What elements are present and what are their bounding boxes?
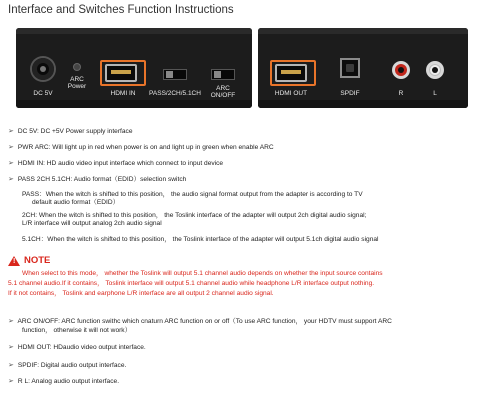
- item-arc-onoff: [8, 318, 494, 326]
- page-title: Interface and Switches Function Instructions: [8, 4, 234, 16]
- dc-label: DC 5V: [33, 90, 53, 97]
- hdmi-in-label: HDMI IN: [110, 90, 136, 97]
- note-title: NOTE: [24, 255, 51, 266]
- switch-knob: [214, 71, 221, 78]
- pass-2ch-51ch-switch[interactable]: [164, 70, 186, 79]
- item-dc-text: DC 5V: DC +5V Power supply interface: [17, 128, 133, 135]
- arc-onoff-label: ARC ON/OFF: [210, 85, 236, 99]
- spdif-label: SPDIF: [340, 90, 360, 97]
- item-arc-onoff-text: ARC ON/OFF: ARC function swithc which cnaturn ARC function on or off（To use ARC function， your HDTV must support ARC: [17, 318, 392, 325]
- r-label: R: [398, 90, 404, 97]
- note-line-2: 5.1 channel audio.If it contains， Toslink interface will output 5.1 channel audio while headphone L/R interface output nothing.: [8, 280, 375, 287]
- arc-power-led: [74, 64, 80, 70]
- hdmi-out-label: HDMI OUT: [274, 90, 308, 97]
- note-line-1: When select to this mode， whether the Toslink will output 5.1 channel audio depends on whether the input source contains: [22, 270, 383, 277]
- item-pass: [8, 176, 494, 184]
- twoch-detail-2: L/R interface will output analog 2ch audio signal: [22, 220, 162, 227]
- fivech-detail: 5.1CH：When the witch is shifted to this position， the Toslink interface of the adapter will output 5.1ch digital audio signal: [22, 236, 379, 243]
- item-hdmi-out: [8, 344, 494, 352]
- item-hdmi-in-text: HDMI IN: HD audio video input interface which connect to input device: [17, 160, 224, 167]
- item-arc-onoff-cont: function， otherwise it will not work）: [22, 327, 132, 334]
- pointer-icon: ➢: [8, 344, 14, 351]
- switch-knob: [166, 71, 173, 78]
- pass-label: PASS/2CH/5.1CH: [149, 90, 201, 97]
- twoch-detail-1: 2CH: When the witch is shifted to this position， the Toslink interface of the adapter will output 2ch digital audio signal;: [22, 212, 367, 219]
- item-pass-text: PASS 2CH 5.1CH: Audio format（EDID）selection switch: [17, 176, 187, 183]
- warning-triangle-icon: !: [8, 256, 20, 266]
- spdif-port[interactable]: [340, 58, 360, 78]
- pointer-icon: ➢: [8, 128, 14, 135]
- item-pwr-arc-text: PWR ARC: Will light up in red when power is on and light up in green when enable ARC: [17, 144, 274, 151]
- pointer-icon: ➢: [8, 160, 14, 167]
- item-hdmi-in: [8, 160, 494, 168]
- item-spdif: [8, 362, 494, 370]
- pointer-icon: ➢: [8, 176, 14, 183]
- item-spdif-text: SPDIF: Digital audio output interface.: [17, 362, 127, 369]
- pointer-icon: ➢: [8, 362, 14, 369]
- dc-power-jack[interactable]: [32, 58, 54, 80]
- item-rl: [8, 378, 494, 386]
- rca-l-jack[interactable]: [426, 61, 444, 79]
- pointer-icon: ➢: [8, 318, 14, 325]
- panel-base: [258, 100, 468, 108]
- adapter-rear-panel: [258, 28, 468, 108]
- arc-onoff-switch[interactable]: [212, 70, 234, 79]
- hdmi-in-port[interactable]: [105, 64, 137, 82]
- pass-detail-1: PASS：When the witch is shifted to this position， the audio signal format output from the adapter is according to TV: [22, 191, 363, 198]
- l-label: L: [433, 90, 437, 97]
- item-hdmi-out-text: HDMI OUT: HDaudio video output interface.: [17, 344, 146, 351]
- note-line-3: If it not contains， Toslink and earphone L/R interface are all output 2 channel audio signal.: [8, 290, 274, 297]
- adapter-front-panel: [16, 28, 252, 108]
- pointer-icon: ➢: [8, 144, 14, 151]
- panel-lip: [258, 28, 468, 34]
- panel-lip: [16, 28, 252, 34]
- item-rl-text: R L: Analog audio output interface.: [17, 378, 120, 385]
- rca-r-jack[interactable]: [392, 61, 410, 79]
- panel-base: [16, 100, 252, 108]
- arc-power-label: ARC Power: [67, 76, 87, 90]
- item-pwr-arc: [8, 144, 494, 152]
- pass-detail-2: default audio format（EDID）: [32, 199, 120, 206]
- pointer-icon: ➢: [8, 378, 14, 385]
- item-dc: [8, 128, 494, 136]
- hdmi-out-port[interactable]: [275, 64, 307, 82]
